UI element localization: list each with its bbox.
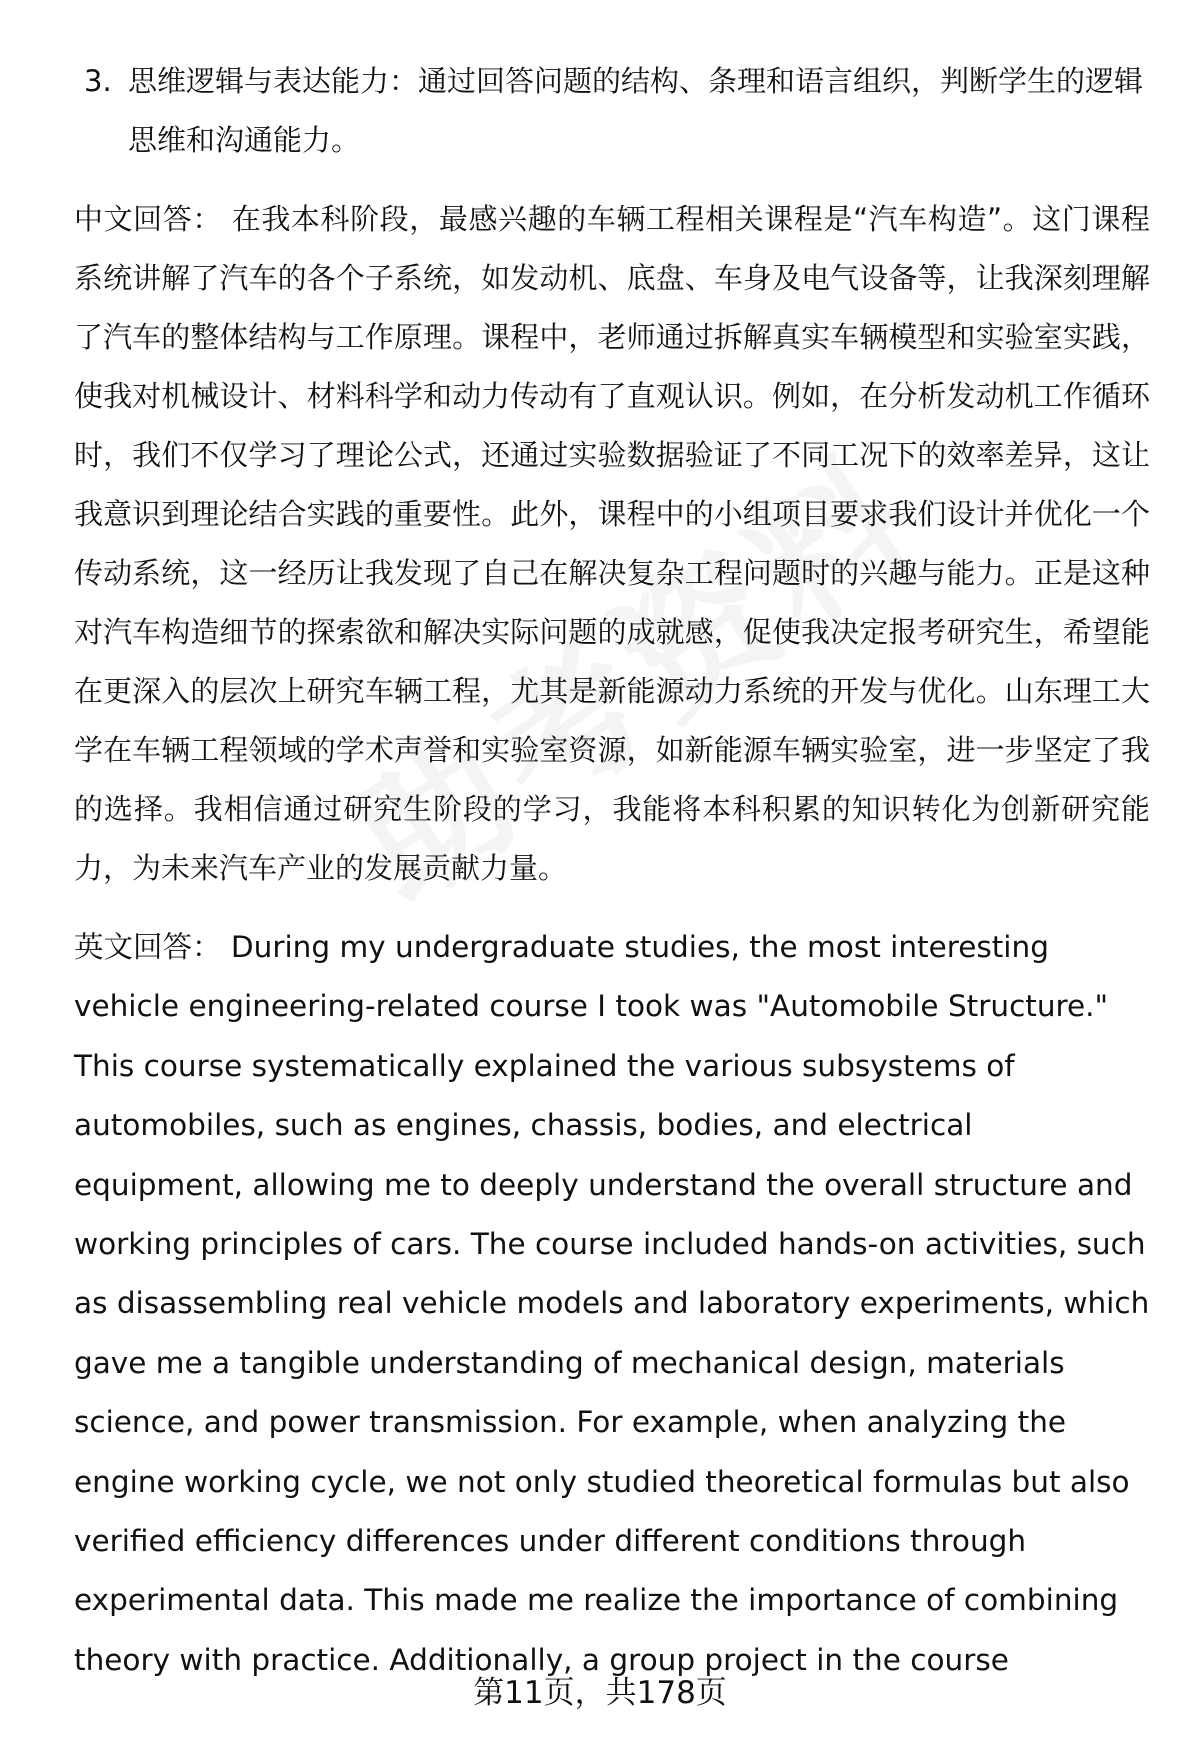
list-item-text: 思维逻辑与表达能力：通过回答问题的结构、条理和语言组织，判断学生的逻辑思维和沟通能力。 (128, 64, 1144, 157)
page-content (74, 52, 1150, 1690)
english-answer-text: During my undergraduate studies, the most interesting vehicle engineering-related course I took was "Automobile Structure." This course systematically explained the various subsystems of automobiles, such as engines, chassis, bodies, and electrical equipment, allowing me to deeply understand the overall structure and working principles of cars. The course included hands-on activities, such as disassembling real vehicle models and laboratory experiments, which gave me a tangible understanding of mechanical design, materials science, and power transmission. For example, when analyzing the engine working cycle, we not only studied theoretical formulas but also verified efficiency differences under different conditions through experimental data. This made me realize the importance of combining theory with practice. Additionally, a group project in the course (74, 930, 1150, 1677)
page-number: 第11页，共178页 (473, 1675, 727, 1711)
list-number: 3. (84, 64, 112, 98)
chinese-answer-label: 中文回答： (74, 202, 222, 236)
chinese-answer-paragraph (74, 190, 1150, 898)
page-footer (0, 1673, 1200, 1713)
list-item-3 (74, 52, 1150, 170)
english-answer-paragraph (74, 918, 1150, 1690)
english-answer-label: 英文回答： (74, 930, 222, 964)
chinese-answer-text: 在我本科阶段，最感兴趣的车辆工程相关课程是“汽车构造”。这门课程系统讲解了汽车的各个子系统，如发动机、底盘、车身及电气设备等，让我深刻理解了汽车的整体结构与工作原理。课程中，老师通过拆解真实车辆模型和实验室实践，使我对机械设计、材料科学和动力传动有了直观认识。例如，在分析发动机工作循环时，我们不仅学习了理论公式，还通过实验数据验证了不同工况下的效率差异，这让我意识到理论结合实践的重要性。此外，课程中的小组项目要求我们设计并优化一个传动系统，这一经历让我发现了自己在解决复杂工程问题时的兴趣与能力。正是这种对汽车构造细节的探索欲和解决实际问题的成就感，促使我决定报考研究生，希望能在更深入的层次上研究车辆工程，尤其是新能源动力系统的开发与优化。山东理工大学在车辆工程领域的学术声誉和实验室资源，如新能源车辆实验室，进一步坚定了我的选择。我相信通过研究生阶段的学习，我能将本科积累的知识转化为创新研究能力，为未来汽车产业的发展贡献力量。 (74, 202, 1150, 885)
